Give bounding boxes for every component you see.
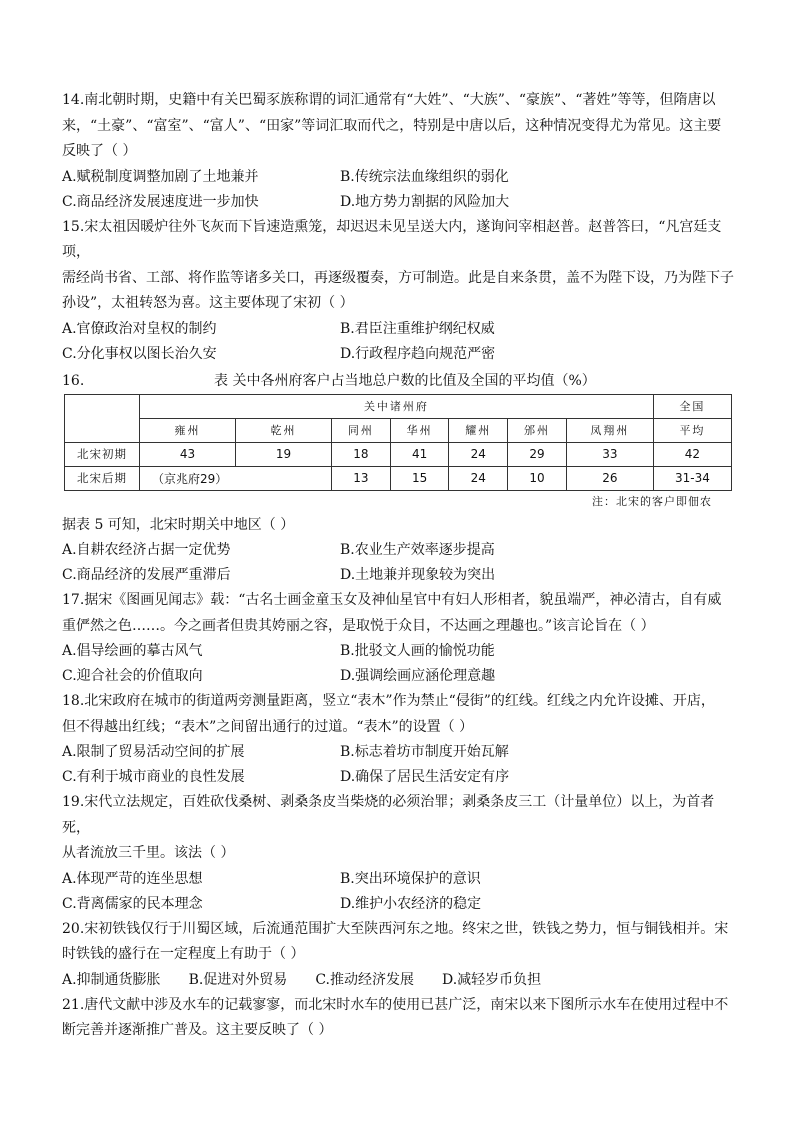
question-21 <box>62 993 742 1044</box>
table-column-header: 乾州 <box>236 418 332 442</box>
option-d[interactable]: D.强调绘画应涵伦理意趣 <box>340 668 496 684</box>
table-column-header: 华州 <box>390 418 449 442</box>
option-d[interactable]: D.确保了居民生活安定有序 <box>340 769 510 785</box>
question-stem-line: 断完善并逐渐推广普及。这主要反映了（ ） <box>62 1022 333 1038</box>
table-column-header: 雍州 <box>140 418 236 442</box>
option-b[interactable]: B.批驳文人画的愉悦功能 <box>340 643 495 659</box>
table-row <box>65 466 732 490</box>
option-a[interactable]: A.官僚政治对皇权的制约 <box>62 320 217 337</box>
option-c[interactable]: C.分化事权以图长治久安 <box>62 345 217 362</box>
table-corner-cell <box>65 394 140 442</box>
question-stem-line: 来，“土豪”、“富室”、“富人”、“田家”等词汇取而代之，特别是中唐以后，这种情况变得尤为常见。这主要 <box>62 117 722 134</box>
table-group-header: 关中诸州府 <box>140 394 654 418</box>
question-19 <box>62 790 742 917</box>
table-cell-merged: （京兆府29） <box>140 466 332 490</box>
question-15 <box>62 215 742 367</box>
table-caption-row <box>62 368 742 394</box>
exam-page <box>62 88 742 1044</box>
options <box>62 317 742 367</box>
row-label: 北宋后期 <box>65 466 140 490</box>
option-b[interactable]: B.促进对外贸易 <box>188 971 288 988</box>
row-label: 北宋初期 <box>65 442 140 466</box>
table-cell: 15 <box>390 466 449 490</box>
table-avg-header-1: 全国 <box>653 394 731 418</box>
option-d[interactable]: D.行政程序趋向规范严密 <box>340 345 496 362</box>
question-14 <box>62 88 742 215</box>
table-cell: 13 <box>332 466 391 490</box>
question-stem-line: 从者流放三千里。该法（ ） <box>62 845 235 861</box>
question-stem-line: 20.宋初铁钱仅行于川蜀区域，后流通范围扩大至陕西河东之地。终宋之世，铁钱之势力，恒与铜钱相并。宋 <box>62 920 729 937</box>
question-17 <box>62 588 742 689</box>
table-column-header: 邠州 <box>508 418 567 442</box>
option-c[interactable]: C.背离儒家的民本理念 <box>62 895 203 912</box>
option-c[interactable]: C.商品经济发展速度进一步加快 <box>62 193 259 210</box>
option-a[interactable]: A.体现严苛的连坐思想 <box>62 870 203 887</box>
option-b[interactable]: B.突出环境保护的意识 <box>340 870 481 887</box>
table-note: 注：北宋的客户即佃农 <box>592 494 712 508</box>
table-cell: 43 <box>140 442 236 466</box>
question-stem-line: 重俨然之色……。今之画者但贵其姱丽之容，是取悦于众目，不达画之理趣也。”该言论旨在（ ） <box>62 617 655 634</box>
question-stem-line: 据表 5 可知，北宋时期关中地区（ ） <box>62 516 295 533</box>
options <box>62 639 742 689</box>
table-row <box>65 442 732 466</box>
table-avg-header-2: 平均 <box>653 418 731 442</box>
question-number: 16. <box>62 372 85 389</box>
option-b[interactable]: B.传统宗法血缘组织的弱化 <box>340 168 509 185</box>
option-d[interactable]: D.地方势力割据的风险加大 <box>340 193 510 210</box>
option-b[interactable]: B.农业生产效率逐步提高 <box>340 542 495 558</box>
question-stem-line: 孙设”，太祖转怒为喜。这主要体现了宋初（ ） <box>62 295 354 311</box>
options <box>62 538 742 588</box>
options <box>62 968 742 993</box>
question-stem-line: 15.宋太祖因暖炉往外飞灰而下旨速造熏笼，却迟迟未见呈送大内，遂询问宰相赵普。赵普答曰，“凡宫廷支项， <box>62 218 722 260</box>
table-cell: 33 <box>566 442 653 466</box>
option-a[interactable]: A.赋税制度调整加剧了土地兼并 <box>62 168 259 185</box>
table-column-header: 同州 <box>332 418 391 442</box>
options <box>62 740 742 790</box>
table-cell: 10 <box>508 466 567 490</box>
question-stem-line: 14.南北朝时期，史籍中有关巴蜀豕族称谓的词汇通常有“大姓”、“大族”、“豪族”、“著姓”等等，但隋唐以 <box>62 92 716 108</box>
option-a[interactable]: A.自耕农经济占据一定优势 <box>62 542 231 558</box>
option-c[interactable]: C.推动经济发展 <box>315 971 414 988</box>
question-stem-line: 时铁钱的盛行在一定程度上有助于（ ） <box>62 946 305 962</box>
option-b[interactable]: B.君臣注重维护纲纪权威 <box>340 320 495 337</box>
option-d[interactable]: D.土地兼并现象较为突出 <box>340 567 496 583</box>
option-b[interactable]: B.标志着坊市制度开始瓦解 <box>340 744 509 760</box>
question-stem-line: 需经尚书省、工部、将作监等诸多关口，再逐级覆奏，方可制造。此是自来条贯，盖不为陛下设，乃为陛下子 <box>62 269 734 286</box>
table-cell: 41 <box>390 442 449 466</box>
question-stem-line: 18.北宋政府在城市的街道两旁测量距离，竖立“表木”作为禁止“侵街”的红线。红线之内允许设摊、开店， <box>62 693 715 709</box>
question-stem-line: 但不得越出红线；“表木”之间留出通行的过道。“表木”的设置（ ） <box>62 718 474 735</box>
option-a[interactable]: A.抑制通货膨胀 <box>62 971 161 988</box>
table-cell: 26 <box>566 466 653 490</box>
table-cell: 24 <box>449 466 508 490</box>
question-18 <box>62 689 742 790</box>
options <box>62 165 742 215</box>
table-cell: 29 <box>508 442 567 466</box>
option-c[interactable]: C.有利于城市商业的良性发展 <box>62 769 245 785</box>
table-cell-avg: 31-34 <box>653 466 731 490</box>
option-d[interactable]: D.维护小农经济的稳定 <box>340 895 482 912</box>
option-a[interactable]: A.倡导绘画的摹古风气 <box>62 643 203 659</box>
option-c[interactable]: C.商品经济的发展严重滞后 <box>62 567 231 583</box>
option-d[interactable]: D.减轻岁币负担 <box>441 971 542 988</box>
data-table <box>64 394 732 491</box>
option-c[interactable]: C.迎合社会的价值取向 <box>62 668 203 684</box>
table-cell: 24 <box>449 442 508 466</box>
option-a[interactable]: A.限制了贸易活动空间的扩展 <box>62 744 245 760</box>
table-column-header: 耀州 <box>449 418 508 442</box>
table-cell-avg: 42 <box>653 442 731 466</box>
options <box>62 867 742 917</box>
table-cell: 18 <box>332 442 391 466</box>
question-20 <box>62 917 742 993</box>
table-column-header: 凤翔州 <box>566 418 653 442</box>
question-stem-line: 21.唐代文献中涉及水车的记载寥寥，而北宋时水车的使用已甚广泛，南宋以来下图所示水车在使用过程中不 <box>62 996 729 1013</box>
question-stem-line: 19.宋代立法规定，百姓砍伐桑树、剥桑条皮当柴烧的必须治罪；剥桑条皮三工（计量单位）以上，为首者死， <box>62 794 715 836</box>
question-16 <box>62 368 742 589</box>
table-caption: 表 关中各州府客户占当地总户数的比值及全国的平均值（%） <box>214 372 596 389</box>
question-stem-line: 17.据宋《图画见闻志》载：“古名士画金童玉女及神仙星官中有妇人形相者，貌虽端严，神必清古，自有威 <box>62 592 722 608</box>
table-cell: 19 <box>236 442 332 466</box>
question-stem-line: 反映了（ ） <box>62 143 137 159</box>
